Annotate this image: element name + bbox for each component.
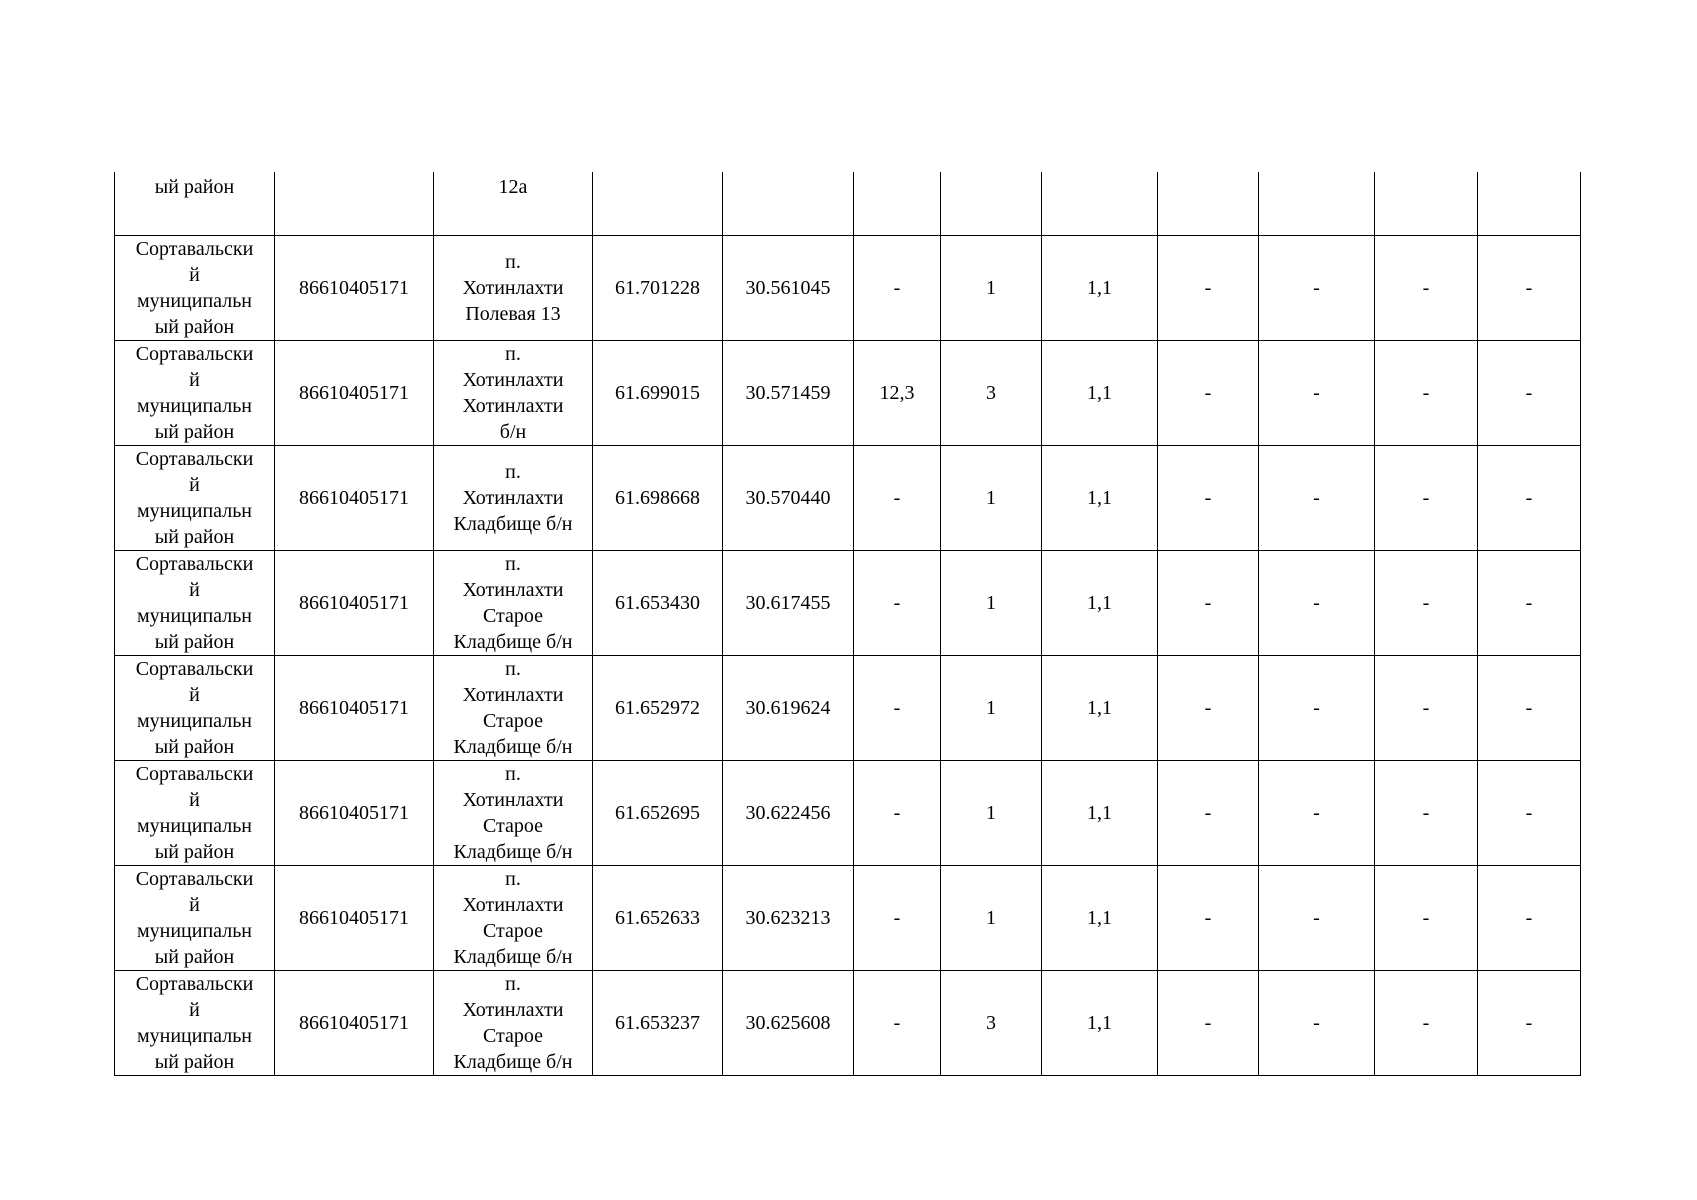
col10-cell: - — [1259, 235, 1375, 340]
col11-cell: - — [1375, 445, 1478, 550]
table-row — [115, 235, 1581, 340]
table-row — [115, 340, 1581, 445]
oktmo-cell: 86610405171 — [275, 235, 434, 340]
col11-cell: - — [1375, 970, 1478, 1075]
district-cell: Сортавальски й муниципальн ый район — [115, 235, 275, 340]
table-row — [115, 760, 1581, 865]
latitude-cell — [593, 172, 723, 235]
address-cell: п. Хотинлахти Кладбище б/н — [434, 445, 593, 550]
col12-cell — [1478, 172, 1581, 235]
table-row — [115, 655, 1581, 760]
district-cell: ый район — [115, 172, 275, 235]
col10-cell: - — [1259, 445, 1375, 550]
col11-cell — [1375, 172, 1478, 235]
col12-cell: - — [1478, 655, 1581, 760]
oktmo-cell: 86610405171 — [275, 445, 434, 550]
address-cell: п. Хотинлахти Старое Кладбище б/н — [434, 970, 593, 1075]
col9-cell: - — [1158, 760, 1259, 865]
col10-cell: - — [1259, 550, 1375, 655]
oktmo-cell: 86610405171 — [275, 760, 434, 865]
latitude-cell: 61.653430 — [593, 550, 723, 655]
oktmo-cell: 86610405171 — [275, 865, 434, 970]
volume-cell: 1,1 — [1042, 655, 1158, 760]
volume-cell: 1,1 — [1042, 340, 1158, 445]
oktmo-cell — [275, 172, 434, 235]
district-cell: Сортавальски й муниципальн ый район — [115, 760, 275, 865]
col10-cell — [1259, 172, 1375, 235]
count-cell: 3 — [941, 340, 1042, 445]
latitude-cell: 61.653237 — [593, 970, 723, 1075]
col12-cell: - — [1478, 235, 1581, 340]
address-cell: п. Хотинлахти Полевая 13 — [434, 235, 593, 340]
volume-cell: 1,1 — [1042, 235, 1158, 340]
oktmo-cell: 86610405171 — [275, 970, 434, 1075]
volume-cell: 1,1 — [1042, 760, 1158, 865]
count-cell: 1 — [941, 760, 1042, 865]
col11-cell: - — [1375, 865, 1478, 970]
longitude-cell: 30.561045 — [723, 235, 854, 340]
area-cell: - — [854, 550, 941, 655]
latitude-cell: 61.652972 — [593, 655, 723, 760]
col10-cell: - — [1259, 865, 1375, 970]
longitude-cell: 30.571459 — [723, 340, 854, 445]
table-row — [115, 445, 1581, 550]
col11-cell: - — [1375, 235, 1478, 340]
latitude-cell: 61.699015 — [593, 340, 723, 445]
count-cell: 1 — [941, 235, 1042, 340]
area-cell: - — [854, 865, 941, 970]
col11-cell: - — [1375, 655, 1478, 760]
col12-cell: - — [1478, 340, 1581, 445]
district-cell: Сортавальски й муниципальн ый район — [115, 865, 275, 970]
district-cell: Сортавальски й муниципальн ый район — [115, 445, 275, 550]
district-cell: Сортавальски й муниципальн ый район — [115, 655, 275, 760]
volume-cell: 1,1 — [1042, 970, 1158, 1075]
district-cell: Сортавальски й муниципальн ый район — [115, 340, 275, 445]
col12-cell: - — [1478, 760, 1581, 865]
col9-cell: - — [1158, 340, 1259, 445]
volume-cell: 1,1 — [1042, 550, 1158, 655]
address-cell: п. Хотинлахти Старое Кладбище б/н — [434, 865, 593, 970]
area-cell: - — [854, 970, 941, 1075]
district-cell: Сортавальски й муниципальн ый район — [115, 970, 275, 1075]
oktmo-cell: 86610405171 — [275, 340, 434, 445]
area-cell: - — [854, 445, 941, 550]
longitude-cell — [723, 172, 854, 235]
col10-cell: - — [1259, 340, 1375, 445]
area-cell: 12,3 — [854, 340, 941, 445]
count-cell: 1 — [941, 445, 1042, 550]
area-cell: - — [854, 760, 941, 865]
volume-cell: 1,1 — [1042, 865, 1158, 970]
oktmo-cell: 86610405171 — [275, 655, 434, 760]
volume-cell — [1042, 172, 1158, 235]
oktmo-cell: 86610405171 — [275, 550, 434, 655]
table-row — [115, 550, 1581, 655]
table-row — [115, 970, 1581, 1075]
col12-cell: - — [1478, 970, 1581, 1075]
col12-cell: - — [1478, 550, 1581, 655]
address-cell: 12а — [434, 172, 593, 235]
latitude-cell: 61.652695 — [593, 760, 723, 865]
col9-cell: - — [1158, 970, 1259, 1075]
col10-cell: - — [1259, 760, 1375, 865]
col11-cell: - — [1375, 760, 1478, 865]
area-cell: - — [854, 655, 941, 760]
count-cell: 3 — [941, 970, 1042, 1075]
address-cell: п. Хотинлахти Старое Кладбище б/н — [434, 550, 593, 655]
area-cell — [854, 172, 941, 235]
area-cell: - — [854, 235, 941, 340]
latitude-cell: 61.698668 — [593, 445, 723, 550]
latitude-cell: 61.652633 — [593, 865, 723, 970]
count-cell: 1 — [941, 655, 1042, 760]
table-row — [115, 865, 1581, 970]
longitude-cell: 30.622456 — [723, 760, 854, 865]
col10-cell: - — [1259, 655, 1375, 760]
col9-cell: - — [1158, 865, 1259, 970]
table-body — [115, 172, 1581, 1075]
district-cell: Сортавальски й муниципальн ый район — [115, 550, 275, 655]
col11-cell: - — [1375, 550, 1478, 655]
col12-cell: - — [1478, 445, 1581, 550]
count-cell — [941, 172, 1042, 235]
table-row-continued — [115, 172, 1581, 235]
latitude-cell: 61.701228 — [593, 235, 723, 340]
longitude-cell: 30.617455 — [723, 550, 854, 655]
address-cell: п. Хотинлахти Старое Кладбище б/н — [434, 760, 593, 865]
col9-cell: - — [1158, 655, 1259, 760]
col10-cell: - — [1259, 970, 1375, 1075]
longitude-cell: 30.619624 — [723, 655, 854, 760]
col9-cell — [1158, 172, 1259, 235]
col9-cell: - — [1158, 550, 1259, 655]
registry-table — [114, 172, 1581, 1076]
col9-cell: - — [1158, 445, 1259, 550]
col12-cell: - — [1478, 865, 1581, 970]
count-cell: 1 — [941, 550, 1042, 655]
address-cell: п. Хотинлахти Хотинлахти б/н — [434, 340, 593, 445]
col9-cell: - — [1158, 235, 1259, 340]
col11-cell: - — [1375, 340, 1478, 445]
count-cell: 1 — [941, 865, 1042, 970]
address-cell: п. Хотинлахти Старое Кладбище б/н — [434, 655, 593, 760]
longitude-cell: 30.623213 — [723, 865, 854, 970]
volume-cell: 1,1 — [1042, 445, 1158, 550]
longitude-cell: 30.625608 — [723, 970, 854, 1075]
longitude-cell: 30.570440 — [723, 445, 854, 550]
